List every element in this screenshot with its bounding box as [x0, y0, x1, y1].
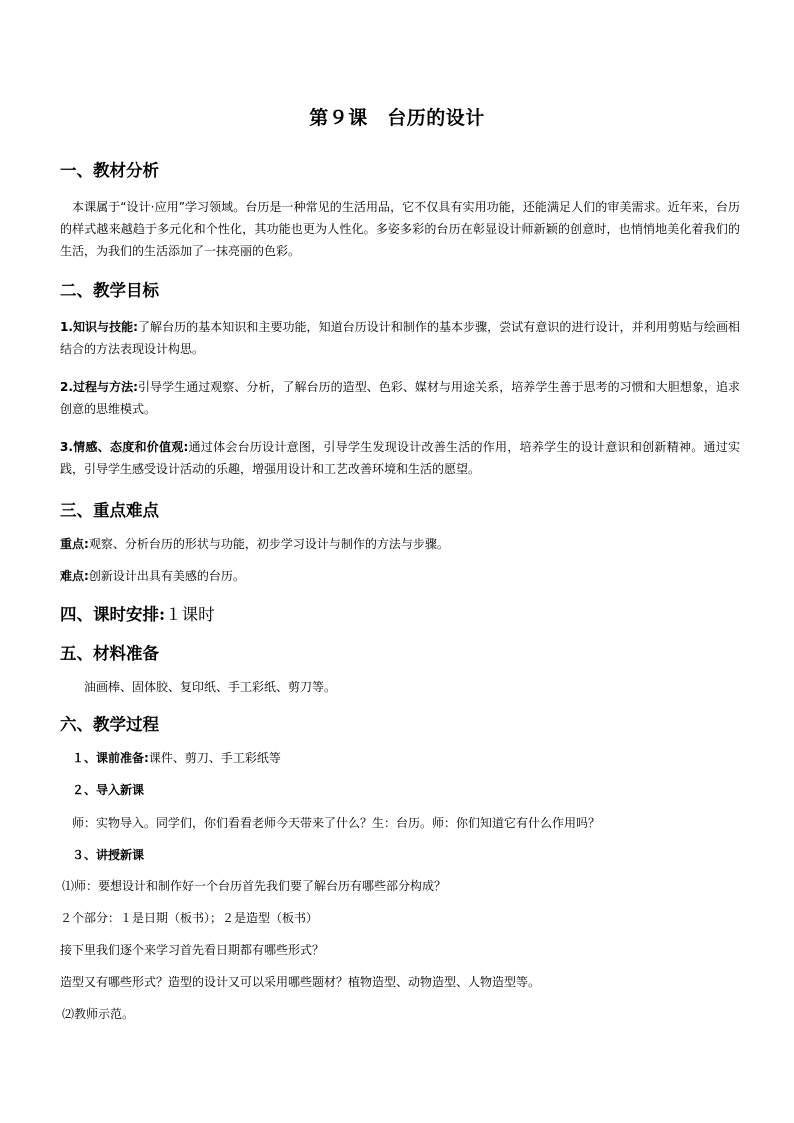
teaching-question-3: 接下里我们逐个来学习首先看日期都有哪些形式？	[60, 943, 325, 957]
goal-knowledge-text: 了解台历的基本知识和主要功能，知道台历设计和制作的基本步骤，尝试有意识的进行设计，并利用剪贴与绘画相结合的方法表现设计构思。	[60, 320, 740, 356]
key-point-text: 观察、分析台历的形状与功能，初步学习设计与制作的方法与步骤。	[88, 537, 449, 551]
goal-emotion-text: 通过体会台历设计意图，引导学生发现设计改善生活的作用，培养学生的设计意识和创新精神。通过实践，引导学生感受设计活动的乐趣，增强用设计和工艺改善环境和生活的愿望。	[60, 440, 740, 476]
teaching-demo: ⑵教师示范。	[62, 1007, 135, 1021]
section-heading-schedule	[60, 601, 215, 625]
key-point-label: 重点:	[60, 537, 89, 551]
materials-text: 油画棒、固体胶、复印纸、手工彩纸、剪刀等。	[84, 680, 337, 694]
difficult-point	[60, 567, 245, 585]
analysis-paragraph: 本课属于“设计·应用”学习领域。台历是一种常见的生活用品，它不仅具有实用功能，还能满足人们的审美需求。近年来，台历的样式越来越趋于多元化和个性化，其功能也更为人性化。多姿多彩的台历在彰显设计师新颖的创意时，也悄悄地美化着我们的生活，为我们的生活添加了一抹亮丽的色彩。	[60, 200, 740, 258]
schedule-value: １课时	[165, 605, 215, 624]
goal-emotion	[60, 436, 740, 480]
goal-process-text: 引导学生通过观察、分析，了解台历的造型、色彩、媒材与用途关系，培养学生善于思考的习惯和大胆想象，追求创意的思维模式。	[60, 380, 740, 416]
key-point	[60, 535, 449, 553]
goal-emotion-label: 3.情感、态度和价值观:	[60, 440, 189, 454]
teaching-question-1: ⑴师：要想设计和制作好一个台历首先我们要了解台历有哪些部分构成？	[62, 879, 447, 893]
process-preparation	[72, 749, 281, 767]
teaching-question-2: ２个部分：１是日期（板书）；２是造型（板书）	[60, 911, 319, 925]
process-preparation-label: １、课前准备:	[72, 751, 149, 765]
goal-process	[60, 376, 740, 420]
process-teaching-label: ３、讲授新课	[72, 848, 145, 862]
section-heading-key-points: 三、重点难点	[60, 501, 159, 520]
section-heading-analysis: 一、教材分析	[60, 161, 159, 180]
schedule-label: 四、课时安排:	[60, 605, 166, 624]
goal-process-label: 2.过程与方法:	[60, 380, 138, 394]
teaching-question-4: 造型又有哪些形式？造型的设计又可以采用哪些题材？植物造型、动物造型、人物造型等。	[60, 975, 541, 989]
goal-knowledge-label: 1.知识与技能:	[60, 320, 138, 334]
process-preparation-text: 课件、剪刀、手工彩纸等	[148, 751, 281, 765]
page-title: 第９课 台历的设计	[309, 107, 485, 129]
section-heading-goals: 二、教学目标	[60, 281, 159, 300]
section-heading-process: 六、教学过程	[60, 715, 159, 734]
difficult-point-text: 创新设计出具有美感的台历。	[88, 569, 245, 583]
goal-knowledge	[60, 316, 740, 360]
difficult-point-label: 难点:	[60, 569, 89, 583]
process-intro-label: ２、导入新课	[72, 783, 145, 797]
process-intro-text: 师：实物导入。同学们，你们看看老师今天带来了什么？生：台历。师：你们知道它有什么作用吗？	[72, 816, 601, 830]
section-heading-materials: 五、材料准备	[60, 644, 159, 663]
